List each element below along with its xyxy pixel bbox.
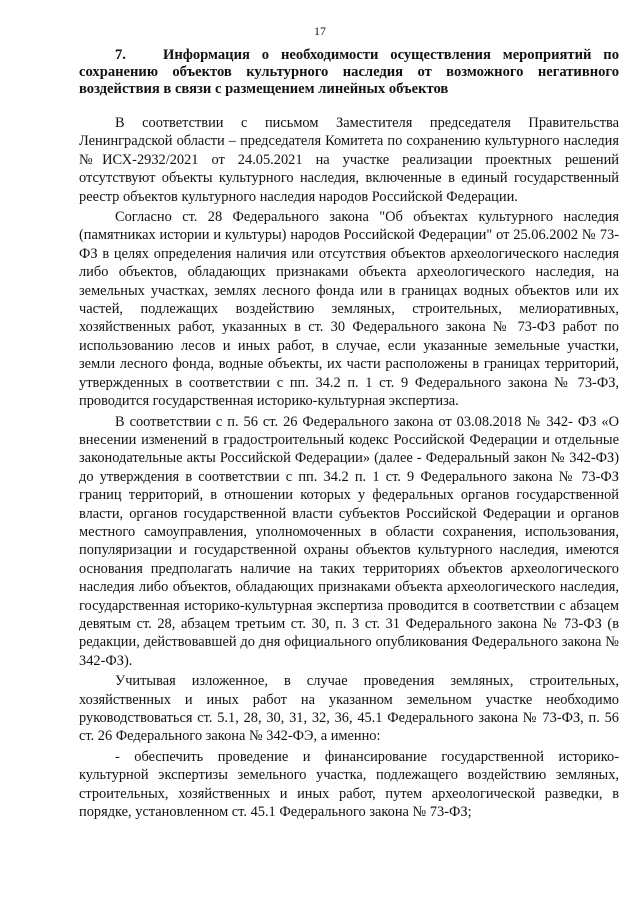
page-number: 17 — [314, 24, 326, 38]
paragraph: В соответствии с письмом Заместителя председателя Правительства Ленинградской области – председателя Комитета по сохранению культурного наследия №ИСХ-2932/2021 от 24.05.2021 на участке реализации проектных решений отсутствуют объекты культурного наследия, включенные в единый государственный реестр объектов культурного наследия народов Российской Федерации. — [79, 115, 619, 205]
paragraph: Учитывая изложенное, в случае проведения земляных, строительных, хозяйственных и иных работ на указанном земельном участке необходимо руководствоваться ст. 5.1, 28, 30, 31, 32, 36, 45.1 Федерального закона № 73-ФЗ, п. 56 ст. 26 Федерального закона № 342-ФЭ, а именно: — [79, 673, 619, 745]
paragraph: В соответствии с п. 56 ст. 26 Федерального закона от 03.08.2018 № 342- ФЗ «О внесении изменений в градостроительный кодекс Российской Федерации и отдельные законодательные акты Российской Федерации» (далее - Федеральный закон № 342-ФЗ) до утверждения в соответствии с пп. 34.2 п. 1 ст. 9 Федерального закона № 73-ФЗ границ территорий, в отношении которых у федеральных органов государственной власти, органов государственной власти субъектов Российской Федерации и органов местного самоуправления, уполномоченных в области сохранения, использования, популяризации и государственной охраны объектов культурного наследия, имеются основания предполагать наличие на таких территориях объектов археологического наследия либо объектов, обладающих признаками объекта археологического наследия, государственная историко-культурная экспертиза проводится в соответствии с абзацем девятым ст. 28, абзацем третьим ст. 30, п. 3 ст. 31 Федерального закона № 73-ФЗ (в редакции, действовавшей до дня официального опубликования Федерального закона № 342-ФЗ). — [79, 413, 619, 669]
paragraph: Согласно ст. 28 Федерального закона "Об объектах культурного наследия (памятниках истории и культуры) народов Российской Федерации" от 25.06.2002 № 73-ФЗ в целях определения наличия или отсутствия объектов археологического наследия либо объектов, обладающих признаками объекта археологического наследия, на земельных участках, землях лесного фонда или в границах водных объектов или их частей, подлежащих воздействию земляных, строительных, мелиоративных, хозяйственных работ, указанных в ст. 30 Федерального закона № 73-ФЗ работ по использованию лесов и иных работ, в случае, если указанные земельные участки, земли лесного фонда, водные объекты, их части расположены в границах территорий, утвержденных в соответствии с пп. 34.2 п. 1 ст. 9 Федерального закона № 73-ФЗ, проводится государственная историко-культурная экспертиза. — [79, 209, 619, 410]
section-heading — [79, 47, 619, 98]
paragraph: - обеспечить проведение и финансирование государственной историко-культурной экспертизы земельного участка, подлежащего воздействию земляных, строительных, хозяйственных и иных работ, путем археологической разведки, в порядке, установленном ст. 45.1 Федерального закона № 73-ФЗ; — [79, 748, 619, 821]
section-title: Информация о необходимости осуществления мероприятий по сохранению объектов культурного наследия от возможного негативного воздействия в связи с размещением линейных объектов — [79, 47, 619, 97]
document-body — [79, 114, 619, 823]
section-number: 7. — [115, 47, 126, 63]
